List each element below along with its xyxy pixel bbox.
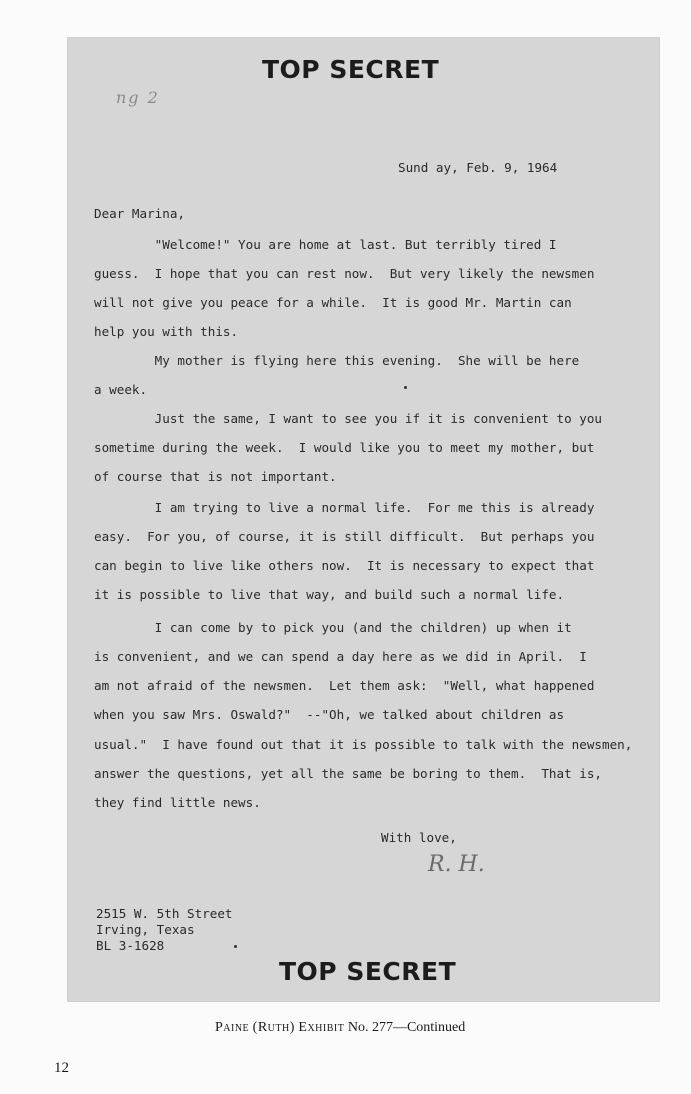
letter-line: is convenient, and we can spend a day here as we did in April. I: [94, 649, 587, 664]
letter-sheet: [68, 38, 659, 1001]
letter-date: Sund ay, Feb. 9, 1964: [398, 160, 558, 175]
caption-name: (Ruth): [252, 1020, 295, 1035]
letter-salutation: Dear Marina,: [94, 206, 185, 221]
caption-label: Exhibit: [298, 1020, 345, 1035]
caption-prefix: Paine: [215, 1020, 250, 1035]
letter-line: of course that is not important.: [94, 469, 337, 484]
letter-line: it is possible to live that way, and build such a normal life.: [94, 587, 565, 602]
address-line: BL 3-1628: [96, 938, 165, 953]
letter-line: can begin to live like others now. It is necessary to expect that: [94, 558, 595, 573]
letter-line: easy. For you, of course, it is still difficult. But perhaps you: [94, 529, 595, 544]
address-line: 2515 W. 5th Street: [96, 906, 233, 921]
top-secret-stamp-bottom: TOP SECRET: [279, 957, 457, 986]
address-line: Irving, Texas: [96, 922, 195, 937]
letter-line: am not afraid of the newsmen. Let them ask: "Well, what happened: [94, 678, 595, 693]
letter-line: will not give you peace for a while. It is good Mr. Martin can: [94, 295, 572, 310]
page-number: 12: [54, 1060, 69, 1076]
ink-speck: [404, 386, 407, 389]
letter-line: My mother is flying here this evening. She will be here: [94, 353, 580, 368]
letter-line: when you saw Mrs. Oswald?" --"Oh, we talked about children as: [94, 707, 565, 722]
letter-line: usual." I have found out that it is possible to talk with the newsmen,: [94, 737, 633, 752]
pencil-annotation: ng 2: [116, 88, 160, 107]
handwritten-signature: R. H.: [428, 852, 485, 877]
exhibit-caption: [215, 1020, 465, 1036]
letter-line: I am trying to live a normal life. For me this is already: [94, 500, 595, 515]
letter-line: they find little news.: [94, 795, 261, 810]
letter-line: a week.: [94, 382, 148, 397]
letter-closing: With love,: [381, 830, 457, 845]
top-secret-stamp-top: TOP SECRET: [262, 55, 440, 84]
letter-line: help you with this.: [94, 324, 239, 339]
letter-line: "Welcome!" You are home at last. But terribly tired I: [94, 237, 557, 252]
letter-line: answer the questions, yet all the same be boring to them. That is,: [94, 766, 602, 781]
ink-speck: [234, 945, 237, 948]
letter-line: sometime during the week. I would like you to meet my mother, but: [94, 440, 595, 455]
letter-line: guess. I hope that you can rest now. But very likely the newsmen: [94, 266, 595, 281]
letter-line: I can come by to pick you (and the children) up when it: [94, 620, 572, 635]
caption-number: No. 277—Continued: [347, 1020, 466, 1035]
letter-line: Just the same, I want to see you if it is convenient to you: [94, 411, 602, 426]
